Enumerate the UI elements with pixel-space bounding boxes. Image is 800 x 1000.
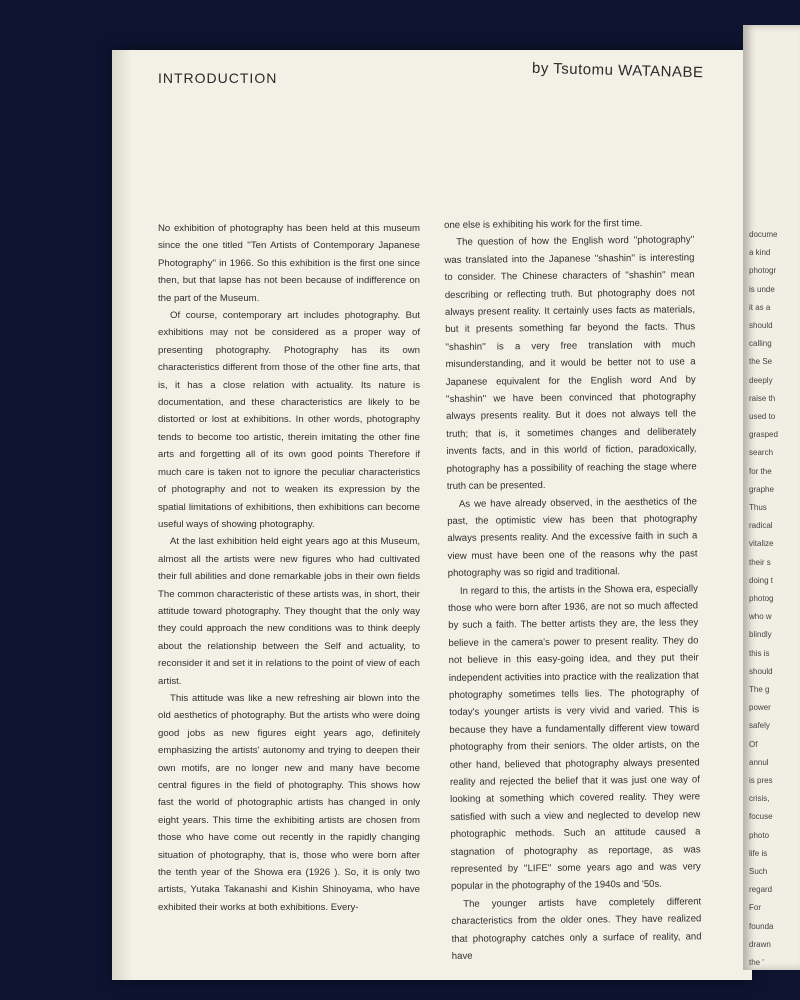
next-page-fragment: who w (749, 612, 772, 622)
paragraph: As we have already observed, in the aesthetics of the past, the optimistic view has been that photography always presents reality. And the excessive faith in such a view must have been one of the reasons why the past photography was so rigid and traditional. (447, 495, 698, 580)
paragraph: one else is exhibiting his work for the first time. (444, 217, 643, 231)
next-page-fragment: life is (749, 848, 768, 858)
next-page-fragment: the ' (749, 958, 764, 967)
next-page-fragment: For (749, 903, 761, 913)
next-page-fragment: regard (749, 885, 773, 895)
next-page-fragment: Of (749, 739, 758, 749)
next-page-fragment: blindly (749, 630, 772, 640)
next-page-fragment: drawn (749, 939, 771, 949)
next-page-fragment: a kind (749, 248, 771, 258)
next-page-fragment: founda (749, 921, 774, 931)
page-title: INTRODUCTION (158, 70, 278, 86)
next-page-fragment: focuse (749, 812, 773, 822)
next-page-fragment: this is (749, 648, 770, 658)
next-page-fragment: radical (749, 521, 773, 531)
next-page-fragment: Such (749, 867, 768, 876)
right-column (444, 214, 702, 965)
next-page-fragment: docume (749, 230, 778, 239)
next-page-fragment: safely (749, 721, 770, 731)
paragraph: In regard to this, the artists in the Showa era, especially those who were born after 1936, are not so much affected by such a faith. The better artists they are, the less they believe in the camera's power to present reality. They do not believe in this easy-going idea, and they put their independent activities into practice with the realization that photography sometimes tells lies. The photography of today's younger artists is very vivid and varied. This is because they have a fundamentally different view toward photography from their seniors. The older artists, on the other hand, believed that photography always presented reality and rejected the belief that it was just one way of looking at something which covered reality. They were satisfied with such a view and neglected to develop new photographic methods. Such an attitude caused a stagnation of photography as reportage, as was represented by ''LIFE'' some years ago and was very popular in the photography of the 1940s and '50s. (448, 582, 701, 893)
next-page-fragment: is pres (749, 776, 773, 785)
next-page-fragment: should (749, 321, 773, 330)
paragraph: At the last exhibition held eight years ago at this Museum, almost all the artists were new figures who had cultivated their full abilities and done remarkable jobs in their own fields The common characteristic of these artists was, in short, their attitude toward photography. They thought that the only way they could approach the new conditions was to think deeply about the relationship between the Self and actuality, to reconsider it and set it in relations to the point of view of each artist. (158, 536, 420, 687)
next-page-fragment: raise th (749, 393, 776, 403)
next-page-fragment: annul (749, 757, 769, 767)
next-page-fragment: is unde (749, 284, 775, 294)
next-page-fragment: their s (749, 557, 771, 567)
next-page-fragment: should (749, 666, 773, 676)
paragraph: No exhibition of photography has been held at this museum since the one titled ''Ten Artists of Contemporary Japanese Photography'' in 1966. So this exhibition is the first one since then, but that lapse has not been because of indifference on the part of the Museum. (158, 223, 420, 304)
next-page-fragment: graphe (749, 484, 774, 494)
next-page-fragment: the Se (749, 357, 773, 367)
paragraph: The question of how the English word ''photography'' was translated into the Japanese ''shashin'' is interesting to consider. The Chinese characters of ''shashin'' mean describing or reflecting truth. But photography does not always present reality. It certainly uses facts as materials, but it presents something far beyond the facts. Thus ''shashin'' is a very free translation with much misunderstanding, and it would be better not to use a Japanese equivalent for the English word And by ''shashin'' we have been convinced that photography always presents reality. But it does not always tell the truth; that is, it sometimes changes and deliberately invents facts, and in this world of fiction, paradoxically, photography has a possibility of reaching the stage where truth can be presented. (444, 234, 697, 493)
next-page-fragment: photo (749, 830, 770, 840)
page-fold (112, 50, 132, 980)
next-page-fragment: crisis, (749, 794, 770, 804)
next-page-fragment: for the (749, 466, 772, 476)
next-page-fragment: used to (749, 412, 776, 421)
paragraph: This attitude was like a new refreshing air blown into the old aesthetics of photography. But the artists who were doing good jobs as new figures eight years ago, definitely emphasizing the artists' autonomy and trying to deepen their own motifs, are no longer new and many have become central figures in the field of photography. This shows how fast the world of photographic artists has changed in only eight years. This time the exhibiting artists are chosen from those who have come out recently in the rapidly changing situation of photography, that is, those who were born after the tenth year of the Showa era (1926 ). So, it is only two artists, Yutaka Takanashi and Kishin Shinoyama, who have exhibited their works at both exhibitions. Every- (158, 692, 420, 913)
next-page-fragment: search (749, 448, 774, 458)
next-page-fragment: doing t (749, 575, 774, 585)
next-page-fragment: vitalize (749, 539, 774, 549)
next-page-fragment: grasped (749, 430, 778, 440)
paragraph: Of course, contemporary art includes photography. But exhibitions may not be considered as a proper way of presenting photography. Photography has its own characteristics different from those of the other fine arts, that is, it has a close relation with actuality. Its nature is documentation, and these characteristics are likely to be distorted or lost at exhibitions. In other words, photography tends to become too artistic, therein imitating the other fine arts and forgetting all of its own good points Therefore if much care is taken not to ignore the peculiar characteristics of photography and not to weaken its expression by the spatial limitations of exhibitions, then exhibitions can become useful ways of showing photography. (158, 310, 420, 530)
next-page-fragment: deeply (749, 375, 773, 385)
next-page-fragment: photog (749, 594, 774, 603)
next-page-fragment: Thus (749, 503, 767, 512)
author-byline: by Tsutomu WATANABE (531, 59, 704, 82)
left-column (158, 220, 420, 916)
next-page-fragment: The g (749, 685, 770, 694)
next-page-fragment: calling (749, 339, 772, 349)
next-page (743, 25, 800, 970)
paragraph: The younger artists have completely different characteristics from the older ones. They have realized that photography catches only a surface of reality, and have (451, 896, 702, 963)
next-page-fragment: photogr (749, 266, 777, 276)
next-page-fragment: power (749, 703, 771, 713)
next-page-fragment: it as a (749, 302, 771, 312)
